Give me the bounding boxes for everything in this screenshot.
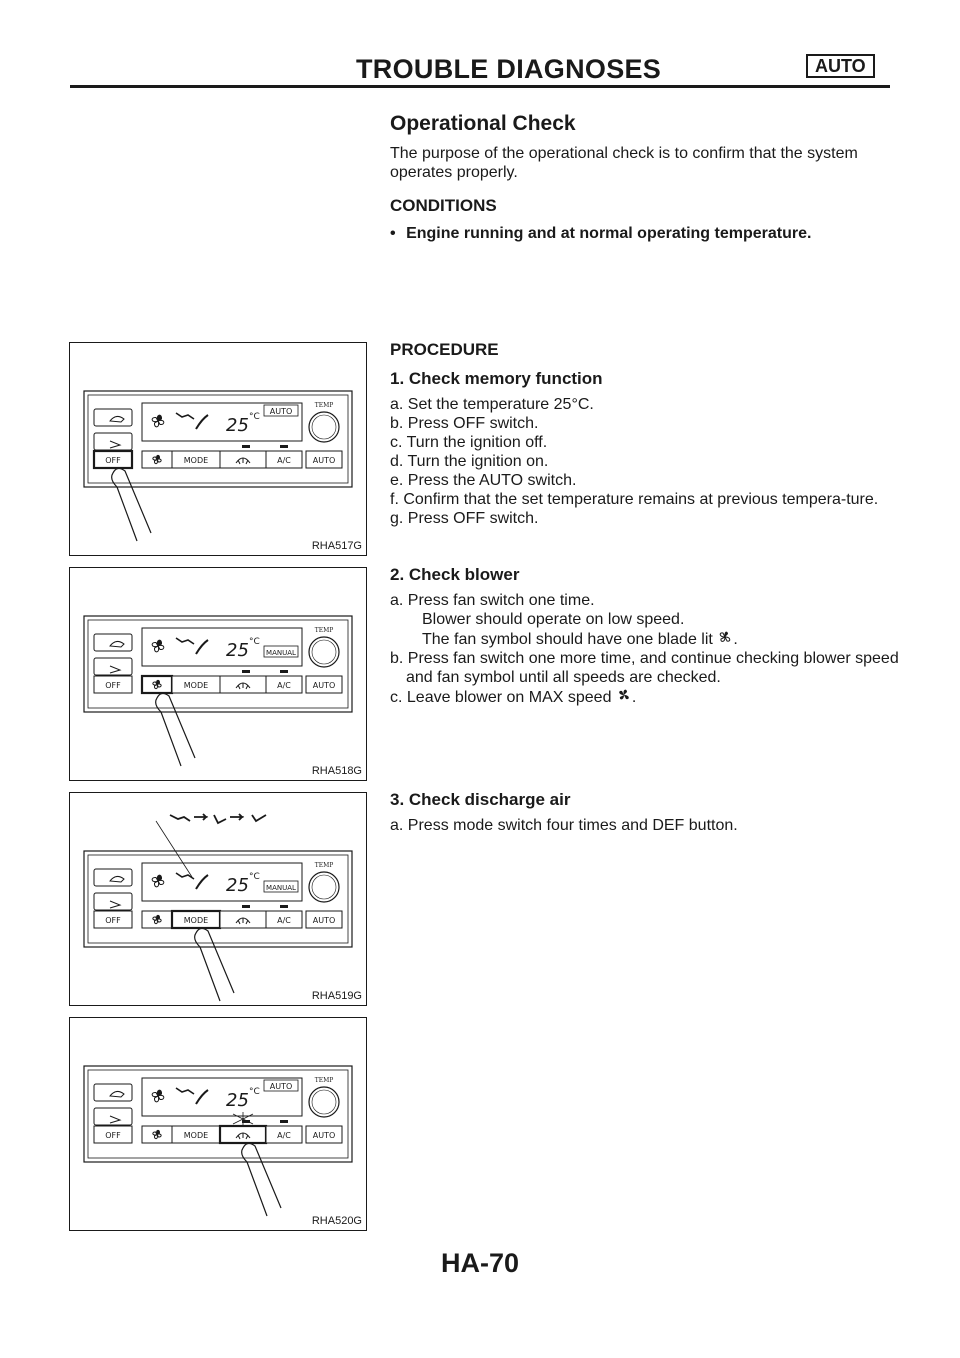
conditions-heading: CONDITIONS [390,196,497,215]
header-rule [70,85,890,88]
procedure-section [390,340,900,528]
step1-item-d: d. Turn the ignition on. [390,453,549,470]
mode-button-label: MODE [183,681,209,690]
step2-item-b: b. Press fan switch one more time, and continue checking blower speed and fan symbol until all speeds are checked. [390,650,899,686]
conditions-item-text: Engine running and at normal operating temperature. [406,225,812,242]
operational-check-section [390,112,900,182]
display-mode-indicator: AUTO [269,407,293,416]
control-panel-illustration [70,343,368,557]
temp-knob-label: TEMP [314,402,334,409]
step1-item-f: f. Confirm that the set temperature remains at previous tempera-ture. [390,491,879,508]
step2-c-tail: . [631,689,637,706]
page-header-title: TROUBLE DIAGNOSES [356,54,662,84]
step3-heading: 3. Check discharge air [390,790,571,809]
display-mode-indicator: MANUAL [266,649,296,657]
fan-button-icon [153,680,161,688]
figure-code: RHA519G [311,990,362,1002]
temp-knob [309,412,339,442]
auto-button-label: AUTO [312,681,336,690]
auto-button-label: AUTO [312,1131,336,1140]
ac-button-label: A/C [277,1131,291,1140]
step2-item-c [390,687,900,707]
display-temp-unit: °C [249,637,260,647]
conditions-bullet: • [390,225,396,242]
fan-button-icon [153,455,161,463]
conditions-section [390,196,900,243]
section-title: Operational Check [390,112,576,135]
step3-section [390,790,900,835]
conditions-item [390,224,900,243]
def-led [242,445,250,448]
temp-knob [309,872,339,902]
step1-item-g: g. Press OFF switch. [390,510,539,527]
figure-code: RHA518G [311,765,362,777]
def-led [242,905,250,908]
auto-button-label: AUTO [312,916,336,925]
ac-led [280,670,288,673]
step1-item-b: b. Press OFF switch. [390,415,539,432]
step3-list [390,816,900,835]
temp-knob-label: TEMP [314,1077,334,1084]
fan-button-icon [153,915,161,923]
mode-sequence-diagram [170,814,266,823]
ac-led [280,445,288,448]
ac-button-label: A/C [277,916,291,925]
off-button-label: OFF [105,681,121,690]
control-panel-illustration [70,793,368,1007]
display-temperature: 25 [226,415,249,436]
step2-a-tail: . [733,631,738,648]
step1-item-a: a. Set the temperature 25°C. [390,396,594,413]
figure-rha518g [69,567,367,781]
step3-item-a: a. Press mode switch four times and DEF button. [390,817,738,834]
display-temperature: 25 [226,640,249,661]
figure-code: RHA520G [311,1215,362,1227]
display-temperature: 25 [226,875,249,896]
figure-rha519g [69,792,367,1006]
display-temp-unit: °C [249,1087,260,1097]
step2-a-line3: The fan symbol should have one blade lit [422,631,713,648]
display-temp-unit: °C [249,412,260,422]
ac-led [280,1120,288,1123]
control-panel-illustration [70,568,368,782]
ac-led [280,905,288,908]
off-button-label: OFF [105,456,121,465]
step2-section [390,565,900,707]
auto-button-label: AUTO [312,456,336,465]
mode-button-label: MODE [183,1131,209,1140]
step2-list [390,591,900,707]
figure-rha517g [69,342,367,556]
fan-max-icon [616,687,632,703]
figure-rha520g [69,1017,367,1231]
ac-button-label: A/C [277,681,291,690]
mode-button-label: MODE [183,456,209,465]
step2-item-a [390,591,900,649]
figure-code: RHA517G [311,540,362,552]
step2-a-line1: a. Press fan switch one time. [390,592,595,609]
step1-item-c: c. Turn the ignition off. [390,434,548,451]
step1-heading: 1. Check memory function [390,369,603,388]
temp-knob-label: TEMP [314,627,334,634]
display-temp-unit: °C [249,872,260,882]
step2-heading: 2. Check blower [390,565,520,584]
auto-badge: AUTO [806,54,875,78]
off-button-label: OFF [105,1131,121,1140]
display-temperature: 25 [226,1090,249,1111]
display-mode-indicator: AUTO [269,1082,293,1091]
mode-button-label: MODE [183,916,209,925]
temp-knob-label: TEMP [314,862,334,869]
fan-button-icon [153,1130,161,1138]
step2-c-text: c. Leave blower on MAX speed [390,689,612,706]
section-intro: The purpose of the operational check is to confirm that the system operates properly. [390,145,858,181]
display-mode-indicator: MANUAL [266,884,296,892]
step1-list [390,395,900,528]
ac-button-label: A/C [277,456,291,465]
step1-item-e: e. Press the AUTO switch. [390,472,577,489]
fan-one-blade-icon [717,629,733,645]
step2-a-line2: Blower should operate on low speed. [422,611,685,628]
procedure-heading: PROCEDURE [390,340,499,359]
temp-knob [309,637,339,667]
page-number: HA-70 [440,1248,520,1278]
off-button-label: OFF [105,916,121,925]
def-led [242,670,250,673]
temp-knob [309,1087,339,1117]
control-panel-illustration [70,1018,368,1232]
